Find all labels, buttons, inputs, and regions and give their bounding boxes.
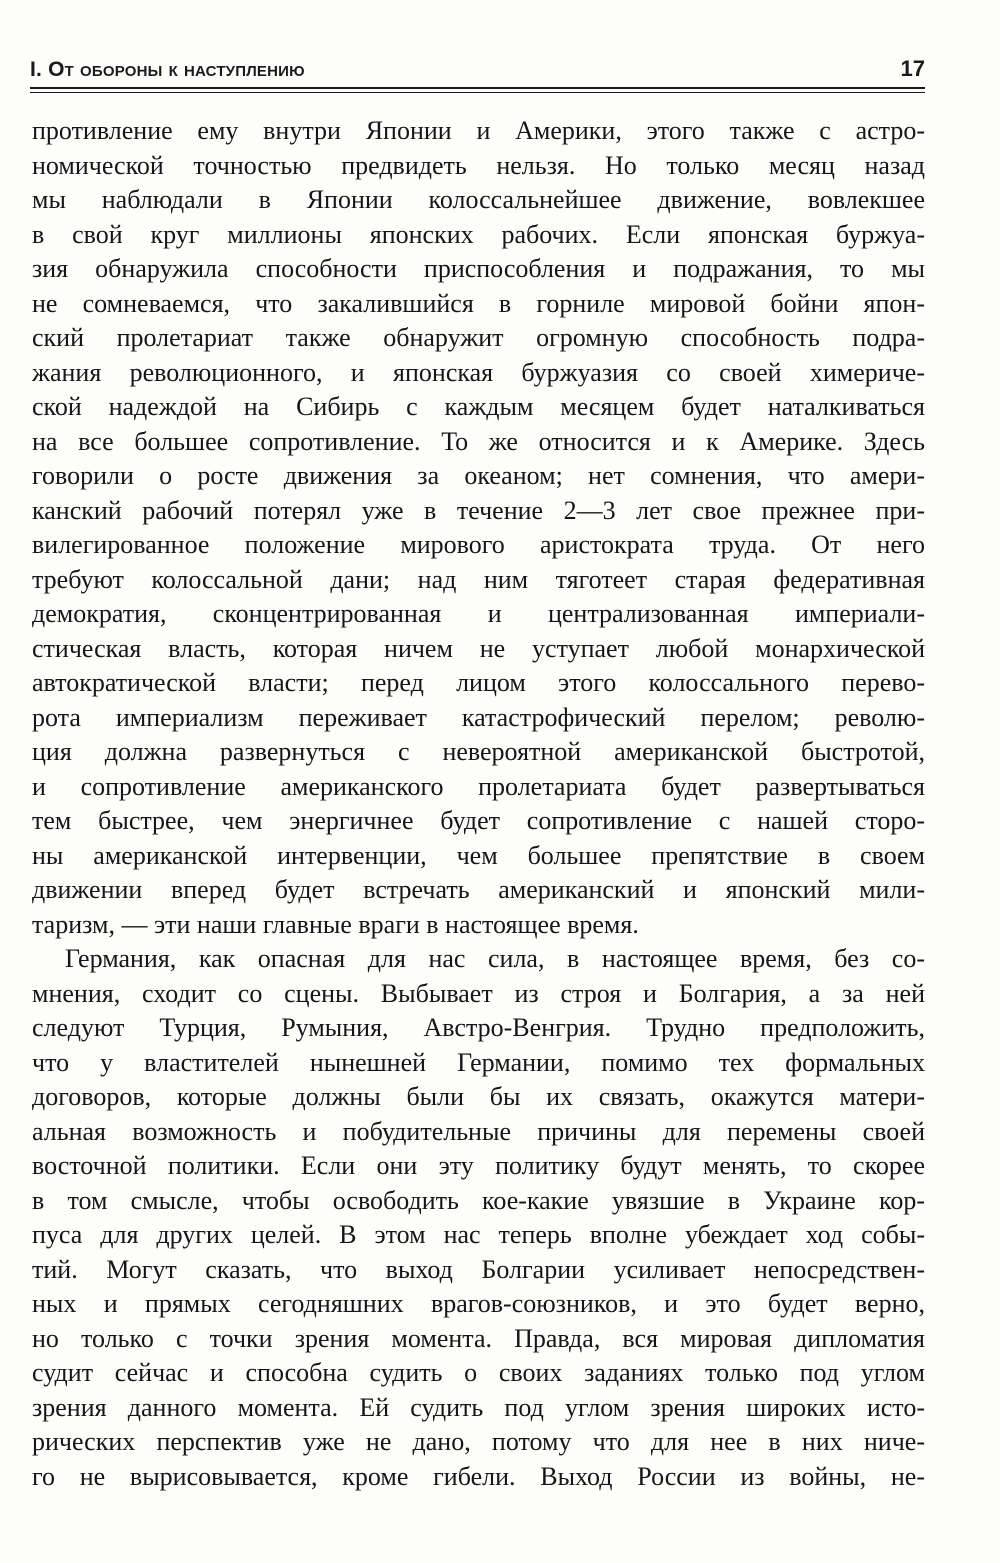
text-line: номической точностью предвидеть нельзя. Но только месяц назад (32, 150, 925, 180)
text-line: автократической власти; перед лицом этого колоссального перево- (32, 668, 925, 697)
text-line: движении вперед будет встречать американский и японский мили- (32, 875, 925, 904)
text-line: в свой круг миллионы японских рабочих. Если японская буржуа- (32, 219, 925, 249)
header-rule-thin (30, 92, 925, 93)
text-line: ны американской интервенции, чем большее препятствие в своем (32, 840, 925, 870)
text-line: рических перспектив уже не дано, потому что для нее в них ниче- (32, 1427, 925, 1456)
text-line: но только с точки зрения момента. Правда, вся мировая дипломатия (32, 1323, 925, 1353)
text-line: ской надеждой на Сибирь с каждым месяцем будет наталкиваться (32, 392, 925, 421)
text-line: зрения данного момента. Ей судить под углом зрения широких исто- (32, 1392, 925, 1422)
text-line: требуют колоссальной дани; над ним тяготеет старая федеративная (32, 564, 925, 594)
running-head: I. От обороны к наступлению (30, 58, 305, 81)
text-line: демократия, сконцентрированная и централизованная империали- (32, 599, 925, 628)
text-line: вилегированное положение мирового аристократа труда. От него (32, 530, 925, 559)
body-text (32, 114, 925, 1494)
text-line: следуют Турция, Румыния, Австро-Венгрия. Трудно предположить, (32, 1013, 925, 1042)
text-line: пуса для других целей. В этом нас теперь вполне убеждает ход собы- (32, 1220, 925, 1249)
text-line: таризм, — эти наши главные враги в настоящее время. (32, 909, 639, 939)
text-line: ция должна развернуться с невероятной американской быстротой, (32, 737, 925, 766)
text-line: мнения, сходит со сцены. Выбывает из строя и Болгария, а за ней (32, 978, 925, 1008)
paragraph-1 (32, 114, 925, 942)
text-line: зия обнаружила способности приспособления и подражания, то мы (32, 254, 925, 283)
text-line: на все большее сопротивление. То же относится и к Америке. Здесь (32, 426, 925, 456)
text-line: тий. Могут сказать, что выход Болгарии усиливает непосредствен- (32, 1254, 925, 1284)
page-header (30, 46, 925, 82)
text-line: канский рабочий потерял уже в течение 2—3 лет свое прежнее при- (32, 495, 925, 525)
text-line: тем быстрее, чем энергичнее будет сопротивление с нашей сторо- (32, 806, 925, 835)
text-line: в том смысле, чтобы освободить кое-какие увязшие в Украине кор- (32, 1185, 925, 1215)
text-line: стическая власть, которая ничем не уступает любой монархической (32, 633, 925, 663)
text-line: не сомневаемся, что закалившийся в горниле мировой бойни япон- (32, 288, 925, 318)
text-line: и сопротивление американского пролетариата будет развертываться (32, 771, 925, 801)
text-line: договоров, которые должны были бы их связать, окажутся матери- (32, 1082, 925, 1111)
text-line: говорили о росте движения за океаном; нет сомнения, что амери- (32, 461, 925, 490)
text-line: мы наблюдали в Японии колоссальнейшее движение, вовлекшее (32, 185, 925, 214)
text-line: рота империализм переживает катастрофический перелом; револю- (32, 702, 925, 732)
paragraph-2 (32, 942, 925, 1494)
text-line: альная возможность и побудительные причины для перемены своей (32, 1116, 925, 1146)
page-number: 17 (900, 56, 925, 81)
text-line: Германия, как опасная для нас сила, в настоящее время, без со- (65, 944, 925, 973)
text-line: жания революционного, и японская буржуазия со своей химериче- (32, 357, 925, 387)
text-line: ных и прямых сегодняшних врагов-союзников, и это будет верно, (32, 1289, 925, 1318)
text-line: восточной политики. Если они эту политику будут менять, то скорее (32, 1151, 925, 1180)
text-line: ский пролетариат также обнаружит огромную способность подра- (32, 323, 925, 352)
text-line: судит сейчас и способна судить о своих заданиях только под углом (32, 1358, 925, 1387)
text-line: противление ему внутри Японии и Америки, этого также с астро- (32, 116, 925, 145)
text-line: го не вырисовывается, кроме гибели. Выход России из войны, не- (32, 1461, 925, 1491)
text-line: что у властителей нынешней Германии, помимо тех формальных (32, 1047, 925, 1077)
header-rule-thick (30, 87, 925, 89)
